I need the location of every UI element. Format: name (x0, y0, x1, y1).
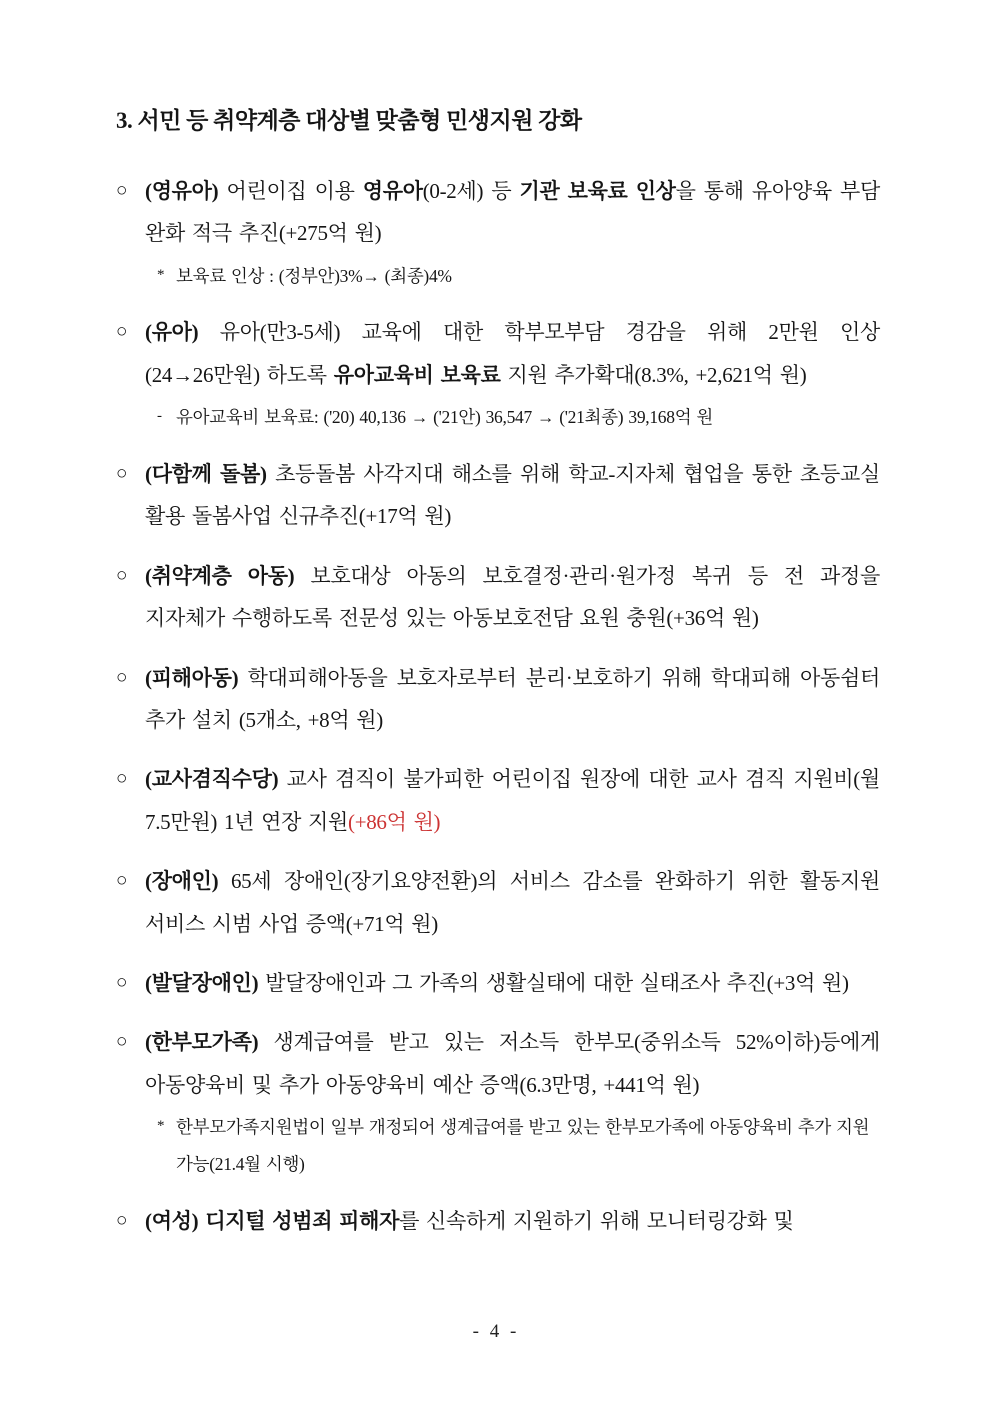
text-segment: 생계급여를 받고 있는 저소득 한부모(중위소득 52%이하)등에게 아동양육비 및 추가 아동양육비 예산 증액(6.3만명, +441억 원) (145, 1030, 880, 1097)
bullet-item (116, 170, 880, 295)
bullet-text (145, 767, 880, 833)
text-segment: (여성) (145, 1208, 199, 1233)
text-segment: 을 통해 유아양육 부담 완화 적극 추진(+275억 원) (145, 178, 880, 246)
text-segment: 발달장애인과 그 가족의 생활실태에 대한 실태조사 추진(+3억 원) (258, 971, 849, 996)
text-segment: (피해아동) (145, 665, 239, 690)
text-segment: 기관 보육료 인상 (519, 178, 676, 203)
note-marker: * (157, 1118, 165, 1135)
text-segment: 디지털 성범죄 피해자 (205, 1208, 400, 1233)
bullet-text (145, 179, 880, 245)
text-segment: (장애인) (145, 869, 219, 894)
bullet-marker: ○ (116, 1209, 128, 1231)
text-segment: (취약계층 아동) (145, 563, 295, 588)
bullet-note (155, 399, 880, 436)
text-segment: (+86억 원) (348, 809, 441, 834)
bullet-text (145, 320, 880, 386)
bullet-marker: ○ (116, 870, 128, 892)
text-segment: 영유아 (362, 178, 423, 203)
text-segment: 교사 겸직이 불가피한 어린이집 원장에 대한 교사 겸직 지원비(월 7.5만원) 1년 연장 지원 (145, 767, 880, 834)
note-text: 유아교육비 보육료: ('20) 40,136 → ('21안) 36,547 → ('21최종) 39,168억 원 (176, 407, 713, 428)
bullet-marker: ○ (116, 768, 128, 790)
bullet-item (116, 453, 880, 538)
bullet-text (145, 971, 849, 995)
bullet-marker: ○ (116, 179, 128, 201)
text-segment: 어린이집 이용 (218, 178, 363, 203)
note-text: 보육료 인상 : (정부안)3%→ (최종)4% (176, 265, 452, 286)
text-segment: (다함께 돌봄) (145, 462, 267, 487)
bullet-item (116, 555, 880, 640)
text-segment: 유아교육비 보육료 (333, 362, 501, 387)
bullet-text (145, 462, 880, 528)
note-marker: * (157, 266, 165, 283)
bullet-text (145, 1030, 880, 1096)
bullet-marker: ○ (116, 564, 128, 586)
bullet-text (145, 666, 880, 732)
text-segment: 65세 장애인(장기요양전환)의 서비스 감소를 완화하기 위한 활동지원 서비스 시범 사업 증액(+71억 원) (145, 869, 880, 936)
text-segment: 를 신속하게 지원하기 위해 모니터링강화 및 (399, 1208, 794, 1233)
bullet-item (116, 657, 880, 742)
text-segment: (0-2세) 등 (422, 178, 520, 203)
bullet-marker: ○ (116, 1031, 128, 1053)
note-text: 한부모가족지원법이 일부 개정되어 생계급여를 받고 있는 한부모가족에 아동양육비 추가 지원 가능(21.4월 시행) (176, 1117, 870, 1175)
note-marker: - (157, 408, 162, 425)
bullet-item (116, 758, 880, 843)
text-segment: (한부모가족) (145, 1030, 259, 1055)
text-segment: 초등돌봄 사각지대 해소를 위해 학교-지자체 협업을 통한 초등교실 활용 돌봄사업 신규추진(+17억 원) (145, 462, 880, 529)
bullet-item (116, 1021, 880, 1182)
bullet-item (116, 860, 880, 945)
bullet-text (145, 1209, 794, 1233)
text-segment: 학대피해아동을 보호자로부터 분리·보호하기 위해 학대피해 아동쉼터 추가 설치 (5개소, +8억 원) (145, 665, 880, 733)
bullet-list (116, 170, 880, 1242)
bullet-note (155, 1109, 880, 1183)
text-segment: (유아) (145, 320, 199, 345)
bullet-note (155, 258, 880, 295)
text-segment: (교사겸직수당) (145, 767, 279, 792)
text-segment: 보호대상 아동의 보호결정·관리·원가정 복귀 등 전 과정을 지자체가 수행하도록 전문성 있는 아동보호전담 요원 충원(+36억 원) (145, 563, 880, 631)
text-segment: 유아(만3-5세) 교육에 대한 학부모부담 경감을 위해 2만원 인상 (24→26만원) 하도록 (145, 320, 880, 387)
text-segment: 지원 추가확대(8.3%, +2,621억 원) (500, 362, 807, 387)
bullet-text (145, 869, 880, 935)
text-segment: (영유아) (145, 178, 219, 203)
bullet-marker: ○ (116, 972, 128, 994)
bullet-marker: ○ (116, 666, 128, 688)
bullet-text (145, 564, 880, 630)
bullet-item (116, 962, 880, 1004)
bullet-item (116, 1200, 880, 1242)
bullet-marker: ○ (116, 463, 128, 485)
bullet-item (116, 311, 880, 436)
bullet-marker: ○ (116, 321, 128, 343)
text-segment: (발달장애인) (145, 971, 259, 996)
page-number: - 4 - (472, 1321, 520, 1342)
section-title: 3. 서민 등 취약계층 대상별 맞춤형 민생지원 강화 (116, 108, 582, 133)
